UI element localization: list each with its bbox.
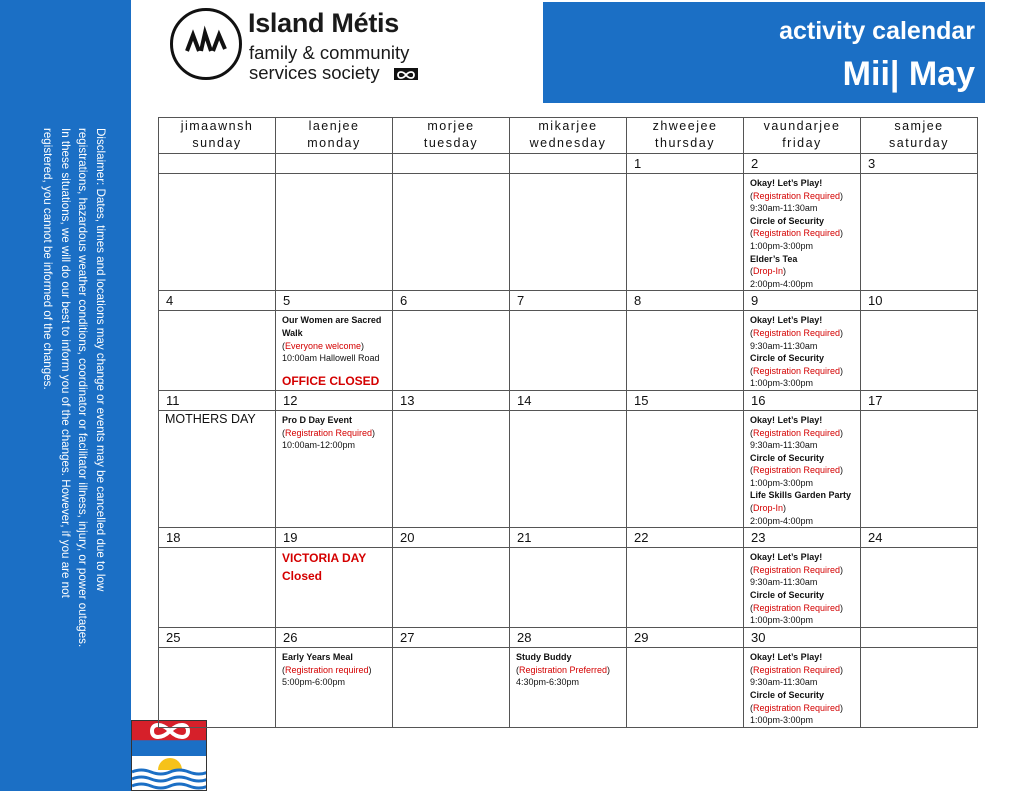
day-cell xyxy=(627,548,744,628)
day-cell xyxy=(861,311,978,391)
infinity-icon xyxy=(394,68,418,80)
event-note: (Registration Required) xyxy=(282,427,376,438)
event-note: (Registration Required) xyxy=(750,564,844,575)
event-time: 4:30pm-6:30pm xyxy=(516,677,580,688)
day-cell xyxy=(744,410,861,527)
date-number xyxy=(510,154,627,174)
event-note: (Registration Required) xyxy=(750,190,844,201)
day-cell xyxy=(861,648,978,728)
events-row xyxy=(159,174,978,291)
date-number: 5 xyxy=(276,291,393,311)
event-time: 10:00am Hallowell Road xyxy=(282,353,380,364)
event-note: (Everyone welcome) xyxy=(282,340,365,351)
day-cell xyxy=(744,648,861,728)
day-header-row xyxy=(159,118,978,154)
day-cell xyxy=(159,174,276,291)
event-time: 10:00am-12:00pm xyxy=(282,440,356,451)
day-header: vaundarjee friday xyxy=(744,118,861,154)
date-number: 18 xyxy=(159,528,276,548)
day-cell xyxy=(510,311,627,391)
event-time: 1:00pm-3:00pm xyxy=(750,615,814,626)
date-number: 28 xyxy=(510,628,627,648)
day-cell xyxy=(510,410,627,527)
date-number: 13 xyxy=(393,390,510,410)
event-name: Okay! Let’s Play! xyxy=(750,315,823,326)
events-row xyxy=(159,410,978,527)
day-header: morjee tuesday xyxy=(393,118,510,154)
closed-label: Closed xyxy=(282,569,323,584)
event-name: Life Skills Garden Party xyxy=(750,490,852,501)
event-note: (Drop-In) xyxy=(750,503,787,514)
date-number: 12 xyxy=(276,390,393,410)
day-cell xyxy=(861,410,978,527)
date-number: 29 xyxy=(627,628,744,648)
day-header: laenjee monday xyxy=(276,118,393,154)
date-number: 6 xyxy=(393,291,510,311)
date-row xyxy=(159,528,978,548)
event-note: (Registration Required) xyxy=(750,465,844,476)
events-row xyxy=(159,311,978,391)
day-cell xyxy=(159,410,276,527)
day-cell xyxy=(276,311,393,391)
day-cell xyxy=(276,648,393,728)
event-note: (Registration Required) xyxy=(750,427,844,438)
day-cell xyxy=(744,174,861,291)
day-cell xyxy=(627,311,744,391)
day-header: mikarjee wednesday xyxy=(510,118,627,154)
date-number: 16 xyxy=(744,390,861,410)
day-cell xyxy=(393,648,510,728)
event-note: (Registration Required) xyxy=(750,602,844,613)
date-number: 1 xyxy=(627,154,744,174)
event-time: 1:00pm-3:00pm xyxy=(750,240,814,251)
header-title: Mii| May xyxy=(842,55,975,93)
org-logo xyxy=(170,8,430,84)
event-name: Okay! Let’s Play! xyxy=(750,552,823,563)
date-number: 27 xyxy=(393,628,510,648)
day-cell xyxy=(276,548,393,628)
date-row xyxy=(159,390,978,410)
day-cell xyxy=(159,548,276,628)
event-name: Elder’s Tea xyxy=(750,253,798,264)
day-cell xyxy=(744,548,861,628)
header-subtitle: activity calendar xyxy=(779,17,975,45)
logo-emblem-icon xyxy=(170,8,242,80)
event-time: 9:30am-11:30am xyxy=(750,203,818,214)
date-row xyxy=(159,291,978,311)
event-time: 9:30am-11:30am xyxy=(750,577,818,588)
event-name: Circle of Security xyxy=(750,215,825,226)
day-cell xyxy=(393,548,510,628)
flags-emblem xyxy=(131,720,207,791)
event-name: Pro D Day Event xyxy=(282,414,353,425)
event-time: 2:00pm-4:00pm xyxy=(750,515,814,526)
office-closed-notice: OFFICE CLOSED xyxy=(282,373,380,388)
disclaimer-text: Disclaimer: Dates, times and locations may change or events may be cancelled due to low registrations, hazardous weather conditions, coordinator or facilitator illness, injury, or power outages. In these situations, we will do our best to inform you of the changes. However, if you are not registered, you cannot be informed of the changes. xyxy=(41,128,107,648)
victoria-day-label: VICTORIA DAY xyxy=(282,551,367,566)
day-header: jimaawnsh sunday xyxy=(159,118,276,154)
day-cell xyxy=(276,410,393,527)
date-number: 19 xyxy=(276,528,393,548)
day-cell xyxy=(510,548,627,628)
date-number xyxy=(276,154,393,174)
events-row xyxy=(159,648,978,728)
event-time: 2:00pm-4:00pm xyxy=(750,278,814,289)
event-time: 1:00pm-3:00pm xyxy=(750,477,814,488)
event-name: Okay! Let’s Play! xyxy=(750,652,823,663)
event-name: Circle of Security xyxy=(750,590,825,601)
date-number: 17 xyxy=(861,390,978,410)
date-number: 8 xyxy=(627,291,744,311)
event-name: Okay! Let’s Play! xyxy=(750,178,823,188)
day-cell xyxy=(393,174,510,291)
event-time: 1:00pm-3:00pm xyxy=(750,715,814,726)
bc-flag xyxy=(132,756,206,790)
event-note: (Registration required) xyxy=(282,664,372,675)
event-time: 1:00pm-3:00pm xyxy=(750,378,814,389)
date-number xyxy=(861,628,978,648)
header-banner xyxy=(543,2,985,103)
event-time: 9:30am-11:30am xyxy=(750,340,818,351)
date-number: 14 xyxy=(510,390,627,410)
date-number: 26 xyxy=(276,628,393,648)
date-number: 30 xyxy=(744,628,861,648)
logo-line-1: Island Métis xyxy=(248,8,399,38)
day-cell xyxy=(159,648,276,728)
calendar-table xyxy=(158,117,978,728)
event-note: (Registration Required) xyxy=(750,228,844,239)
date-number: 24 xyxy=(861,528,978,548)
day-cell xyxy=(276,174,393,291)
day-cell xyxy=(510,174,627,291)
day-cell xyxy=(393,311,510,391)
event-time: 9:30am-11:30am xyxy=(750,677,818,688)
event-note: (Drop-In) xyxy=(750,266,787,277)
date-number xyxy=(159,154,276,174)
day-cell xyxy=(861,174,978,291)
date-number: 3 xyxy=(861,154,978,174)
event-name: Circle of Security xyxy=(750,452,825,463)
sidebar xyxy=(0,0,131,791)
day-cell xyxy=(861,548,978,628)
date-number: 10 xyxy=(861,291,978,311)
date-number: 4 xyxy=(159,291,276,311)
date-number: 2 xyxy=(744,154,861,174)
event-name: Early Years Meal xyxy=(282,652,353,663)
day-cell xyxy=(627,174,744,291)
event-name: Circle of Security xyxy=(750,353,825,364)
event-note: (Registration Required) xyxy=(750,365,844,376)
event-note: (Registration Preferred) xyxy=(516,664,611,675)
date-row xyxy=(159,154,978,174)
logo-line-3: services society xyxy=(249,62,380,83)
day-header: samjee saturday xyxy=(861,118,978,154)
event-note: (Registration Required) xyxy=(750,664,844,675)
event-name: Study Buddy xyxy=(516,652,572,663)
day-cell xyxy=(627,410,744,527)
date-row xyxy=(159,628,978,648)
event-time: 9:30am-11:30am xyxy=(750,440,818,451)
date-number: 21 xyxy=(510,528,627,548)
day-cell xyxy=(744,311,861,391)
event-name: Our Women are Sacred Walk xyxy=(282,315,382,338)
event-note: (Registration Required) xyxy=(750,702,844,713)
date-number: 7 xyxy=(510,291,627,311)
date-number: 15 xyxy=(627,390,744,410)
date-number: 20 xyxy=(393,528,510,548)
event-name: Circle of Security xyxy=(750,690,825,701)
event-name: Okay! Let’s Play! xyxy=(750,414,823,425)
event-note: (Registration Required) xyxy=(750,327,844,338)
date-number: 9 xyxy=(744,291,861,311)
date-number: 22 xyxy=(627,528,744,548)
mothers-day-label: MOTHERS DAY xyxy=(165,411,256,426)
day-header: zhweejee thursday xyxy=(627,118,744,154)
day-cell xyxy=(393,410,510,527)
event-time: 5:00pm-6:00pm xyxy=(282,677,346,688)
date-number: 25 xyxy=(159,628,276,648)
events-row xyxy=(159,548,978,628)
day-cell xyxy=(627,648,744,728)
date-number xyxy=(393,154,510,174)
date-number: 11 xyxy=(159,390,276,410)
day-cell xyxy=(510,648,627,728)
logo-line-2: family & community xyxy=(249,42,410,63)
date-number: 23 xyxy=(744,528,861,548)
day-cell xyxy=(159,311,276,391)
